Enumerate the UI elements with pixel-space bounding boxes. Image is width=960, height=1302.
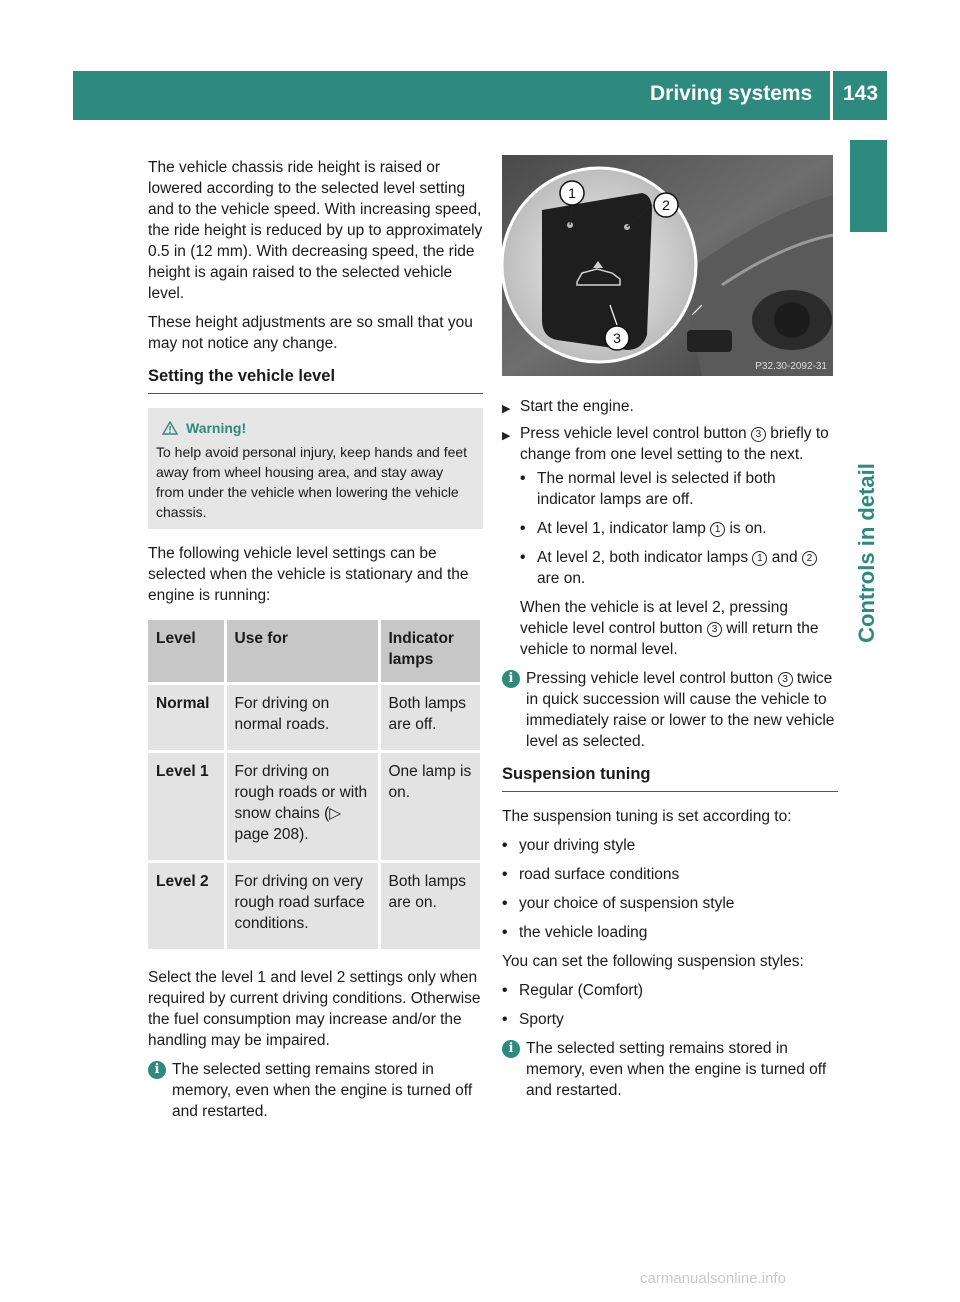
intro-paragraph: These height adjustments are so small that you may not notice any change.: [148, 314, 473, 352]
header-divider: [830, 71, 833, 120]
step-text: Start the engine.: [520, 398, 634, 415]
info-icon: i: [502, 670, 520, 688]
left-column: [148, 157, 483, 1130]
column-header: Level: [148, 620, 225, 684]
level-table: [148, 620, 480, 949]
table-cell: Level 1: [148, 752, 225, 862]
result-item: • At level 1, indicator lamp 1 is on.: [520, 520, 767, 537]
instruction-step: [502, 396, 838, 420]
bullet-icon: •: [520, 549, 526, 566]
column-header: Indicator lamps: [379, 620, 480, 684]
callout-1-ref: 1: [710, 522, 725, 537]
bullet-icon: •: [520, 470, 526, 487]
info-note: [502, 1038, 838, 1101]
section-title-vehicle-level: Setting the vehicle level: [148, 366, 483, 394]
warning-box: [148, 408, 483, 529]
callout-3-ref: 3: [707, 622, 722, 637]
photo-code: P32.30-2092-31: [755, 361, 827, 372]
table-cell: For driving on normal roads.: [225, 684, 379, 752]
side-tab-marker: [850, 140, 887, 232]
tuning-intro: The suspension tuning is set according to:: [502, 808, 792, 825]
result-item: • The normal level is selected if both indicator lamps are off.: [520, 470, 776, 508]
photo-illustration: [502, 155, 833, 376]
list-item: • Regular (Comfort): [502, 982, 644, 999]
table-header-row: [148, 620, 480, 684]
info-note-text: The selected setting remains stored in memory, even when the engine is turned off and restarted.: [172, 1061, 473, 1120]
page-title: Driving systems: [650, 82, 813, 105]
callout-3-ref: 3: [778, 672, 793, 687]
step-arrow-icon: ▶: [502, 430, 511, 442]
callout-2-ref: 2: [802, 551, 817, 566]
step-text: Press vehicle level control button 3 briefly to change from one level setting to the next.: [520, 425, 829, 463]
styles-list: [502, 980, 838, 1030]
bullet-icon: •: [502, 1011, 508, 1028]
callout-3-ref: 3: [751, 427, 766, 442]
info-note-text: The selected setting remains stored in memory, even when the engine is turned off and restarted.: [526, 1040, 827, 1099]
bullet-icon: •: [502, 866, 508, 883]
callout-3-label: 3: [613, 330, 621, 346]
callout-1-label: 1: [568, 185, 576, 201]
result-item: • At level 2, both indicator lamps 1 and 2 are on.: [520, 547, 838, 589]
info-note: [502, 668, 838, 752]
info-icon: i: [148, 1061, 166, 1079]
instruction-step: [502, 423, 838, 465]
info-icon: i: [502, 1040, 520, 1058]
list-item: • the vehicle loading: [502, 924, 648, 941]
table-cell: Both lamps are off.: [379, 684, 480, 752]
step-arrow-icon: ▶: [502, 403, 511, 415]
section-title-suspension: Suspension tuning: [502, 764, 838, 792]
bullet-icon: •: [502, 895, 508, 912]
right-column: [502, 396, 838, 1109]
bullet-icon: •: [502, 837, 508, 854]
styles-intro: You can set the following suspension styles:: [502, 953, 804, 970]
bullet-icon: •: [502, 924, 508, 941]
list-item: • road surface conditions: [502, 866, 680, 883]
table-cell: Normal: [148, 684, 225, 752]
list-item: • your driving style: [502, 837, 636, 854]
callout-1-ref: 1: [752, 551, 767, 566]
return-paragraph: When the vehicle is at level 2, pressing vehicle level control button 3 will return the vehicle to normal level.: [520, 599, 819, 658]
side-tab-label: Controls in detail: [854, 463, 879, 643]
info-note-text: Pressing vehicle level control button 3 twice in quick succession will cause the vehicle to immediately raise or lower to the new vehicle level as selected.: [526, 670, 835, 750]
table-cell: For driving on very rough road surface conditions.: [225, 862, 379, 950]
page-number: 143: [843, 82, 879, 105]
step-results: [502, 468, 838, 660]
table-cell: For driving on rough roads or with snow chains (▷ page 208).: [225, 752, 379, 862]
table-intro: The following vehicle level settings can be selected when the vehicle is stationary and the engine is running:: [148, 545, 469, 604]
bullet-icon: •: [520, 520, 526, 537]
control-button-photo: [502, 155, 833, 376]
warning-text: To help avoid personal injury, keep hands and feet away from wheel housing area, and stay away from under the vehicle when lowering the vehicle chassis.: [156, 444, 468, 520]
table-cell: Level 2: [148, 862, 225, 950]
watermark: carmanualsonline.info: [640, 1270, 786, 1287]
tuning-list: [502, 835, 838, 943]
list-item: • your choice of suspension style: [502, 895, 735, 912]
after-table-paragraph: Select the level 1 and level 2 settings only when required by current driving conditions. Otherwise the fuel consumption may increase and/or the handling may be impaired.: [148, 969, 481, 1049]
table-row: [148, 684, 480, 752]
list-item: • Sporty: [502, 1011, 564, 1028]
table-cell: Both lamps are on.: [379, 862, 480, 950]
bullet-icon: •: [502, 982, 508, 999]
callout-2-label: 2: [662, 197, 670, 213]
warning-heading: [156, 418, 475, 438]
info-note: [148, 1059, 483, 1122]
table-row: [148, 752, 480, 862]
table-row: [148, 862, 480, 950]
warning-title: Warning!: [186, 420, 247, 436]
warning-triangle-icon: [162, 421, 178, 435]
table-cell: One lamp is on.: [379, 752, 480, 862]
column-header: Use for: [225, 620, 379, 684]
intro-paragraph: The vehicle chassis ride height is raised or lowered according to the selected level setting and to the vehicle speed. With increasing speed, the ride height is reduced by up to approximately 0.5 in (12 mm). With decreasing speed, the ride height is again raised to the selected vehicle level.: [148, 159, 483, 302]
